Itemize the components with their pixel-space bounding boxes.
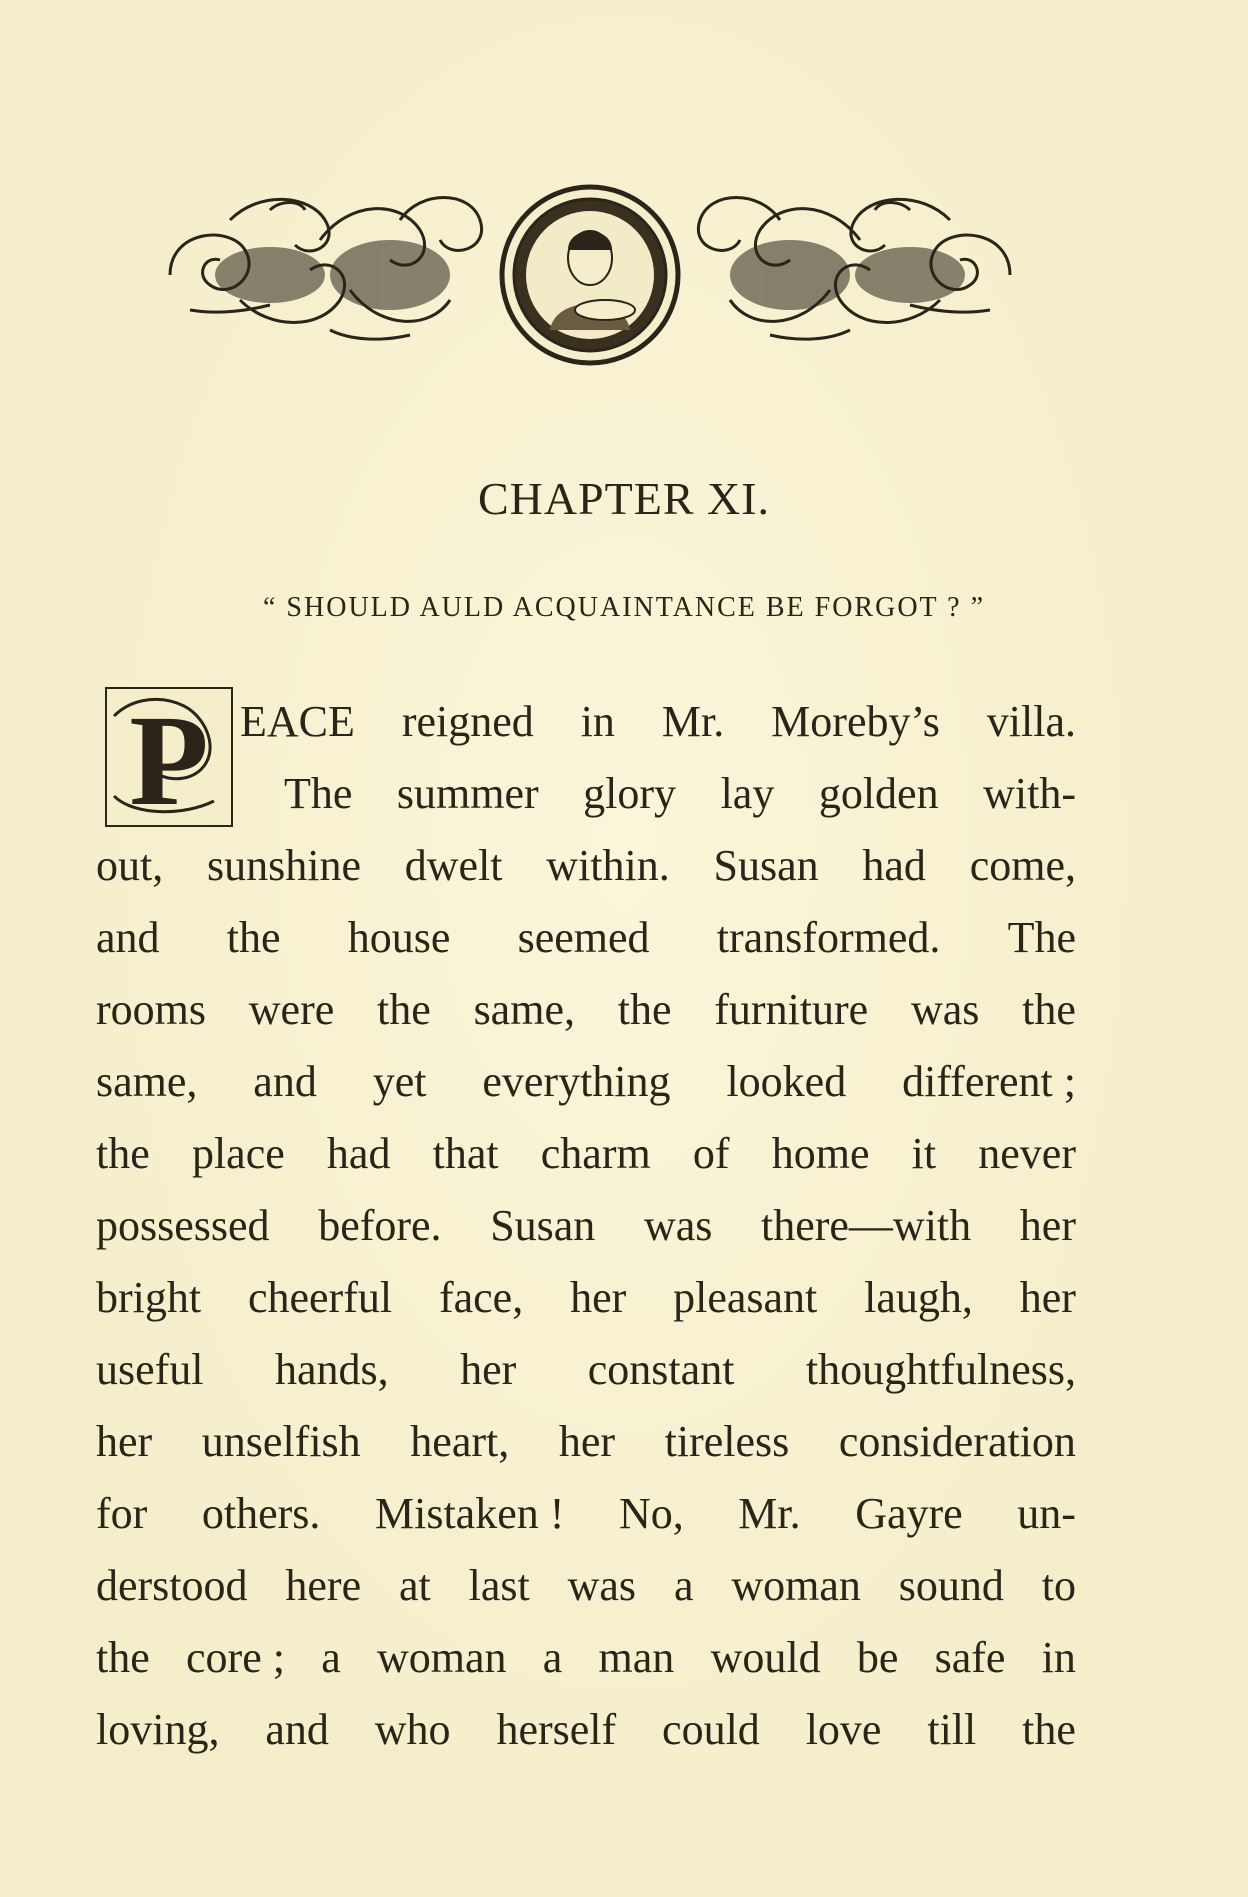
text-word: a xyxy=(321,1633,341,1682)
text-word: a xyxy=(542,1633,563,1682)
text-word: same, xyxy=(96,1057,198,1106)
text-word: could xyxy=(662,1705,760,1754)
text-line xyxy=(96,1124,1076,1184)
text-word: bright xyxy=(96,1273,202,1322)
text-word: EACE xyxy=(240,697,355,746)
text-line xyxy=(96,1340,1076,1400)
text-line xyxy=(96,1052,1076,1112)
text-word: here xyxy=(285,1561,362,1610)
text-word: had xyxy=(862,841,926,890)
text-word: the xyxy=(96,1129,150,1178)
text-word: transformed. xyxy=(716,913,941,962)
text-word: and xyxy=(265,1705,329,1754)
text-word: her xyxy=(460,1345,517,1394)
text-word: would xyxy=(710,1633,821,1682)
text-word: Susan xyxy=(490,1201,596,1250)
text-word: in xyxy=(1041,1633,1076,1682)
text-word: seemed xyxy=(517,913,650,962)
text-word: derstood xyxy=(96,1561,248,1610)
text-word: laugh, xyxy=(864,1273,973,1322)
text-word: her xyxy=(1019,1201,1076,1250)
text-line xyxy=(284,764,1076,824)
text-word: woman xyxy=(376,1633,507,1682)
text-word: rooms xyxy=(96,985,206,1034)
text-word: The xyxy=(1007,913,1076,962)
text-word: never xyxy=(978,1129,1076,1178)
text-word: yet xyxy=(372,1057,427,1106)
text-word: her xyxy=(570,1273,627,1322)
text-line xyxy=(96,1700,1076,1760)
text-word: and xyxy=(96,913,160,962)
text-word: consideration xyxy=(838,1417,1076,1466)
text-line xyxy=(96,1196,1076,1256)
text-word: it xyxy=(911,1129,937,1178)
text-word: her xyxy=(558,1417,616,1466)
drop-cap-letter: P xyxy=(129,689,209,828)
text-line xyxy=(96,1412,1076,1472)
text-word: looked xyxy=(726,1057,847,1106)
text-word: Mr. xyxy=(738,1489,801,1538)
text-line xyxy=(96,836,1076,896)
text-line xyxy=(96,1268,1076,1328)
text-word: home xyxy=(771,1129,870,1178)
text-word: the xyxy=(1022,1705,1076,1754)
text-word: within. xyxy=(546,841,670,890)
text-word: furniture xyxy=(714,985,869,1034)
text-word: golden xyxy=(818,769,939,818)
text-word: a xyxy=(673,1561,694,1610)
text-word: unselfish xyxy=(201,1417,361,1466)
text-word: No, xyxy=(618,1489,684,1538)
text-word: possessed xyxy=(96,1201,270,1250)
text-word: hands, xyxy=(275,1345,389,1394)
text-line xyxy=(96,1484,1076,1544)
text-word: loving, xyxy=(96,1705,220,1754)
text-word: of xyxy=(692,1129,730,1178)
text-word: un- xyxy=(1017,1489,1076,1538)
text-word: villa. xyxy=(986,697,1076,746)
text-word: place xyxy=(191,1129,285,1178)
text-word: constant xyxy=(587,1345,735,1394)
text-word: tireless xyxy=(664,1417,790,1466)
text-word: face, xyxy=(438,1273,524,1322)
text-word: summer xyxy=(396,769,539,818)
text-word: man xyxy=(598,1633,675,1682)
text-word: love xyxy=(805,1705,882,1754)
text-word: was xyxy=(567,1561,637,1610)
text-word: safe xyxy=(934,1633,1006,1682)
text-word: was xyxy=(910,985,980,1034)
text-word: her xyxy=(96,1417,153,1466)
ornamental-headpiece-icon xyxy=(150,180,1030,380)
text-word: to xyxy=(1041,1561,1076,1610)
chapter-subtitle: “ SHOULD AULD ACQUAINTANCE BE FORGOT ? ” xyxy=(263,592,985,623)
text-word: out, xyxy=(96,841,164,890)
text-word: there—with xyxy=(761,1201,972,1250)
text-line xyxy=(96,908,1076,968)
text-word: who xyxy=(374,1705,451,1754)
text-word: before. xyxy=(318,1201,442,1250)
text-word: come, xyxy=(969,841,1076,890)
text-line xyxy=(96,980,1076,1040)
text-word: heart, xyxy=(410,1417,510,1466)
text-word: the xyxy=(96,1633,150,1682)
chapter-title: CHAPTER XI. xyxy=(477,473,771,524)
text-word: and xyxy=(253,1057,317,1106)
text-word: sound xyxy=(898,1561,1004,1610)
text-word: the xyxy=(1022,985,1076,1034)
text-word: for xyxy=(96,1489,148,1538)
text-word: Mr. xyxy=(661,697,725,746)
text-word: the xyxy=(226,913,281,962)
text-word: everything xyxy=(482,1057,671,1106)
text-word: house xyxy=(347,913,451,962)
text-word: the xyxy=(377,985,431,1034)
drop-cap-p-icon xyxy=(104,686,234,828)
text-word: reigned xyxy=(401,697,534,746)
text-word: thoughtfulness, xyxy=(805,1345,1076,1394)
text-word: herself xyxy=(496,1705,617,1754)
text-line xyxy=(96,1556,1076,1616)
text-word: glory xyxy=(583,769,677,818)
text-word: that xyxy=(432,1129,499,1178)
text-word: same, xyxy=(473,985,575,1034)
text-word: in xyxy=(580,697,615,746)
text-word: were xyxy=(248,985,335,1034)
text-word: be xyxy=(856,1633,899,1682)
text-word: different ; xyxy=(902,1057,1076,1106)
text-word: others. xyxy=(201,1489,321,1538)
text-line xyxy=(96,1628,1076,1688)
text-word: Susan xyxy=(713,841,819,890)
text-word: Mistaken ! xyxy=(374,1489,565,1538)
text-word: dwelt xyxy=(404,841,503,890)
text-word: the xyxy=(617,985,672,1034)
text-word: woman xyxy=(731,1561,861,1610)
text-word: last xyxy=(468,1561,530,1610)
text-word: useful xyxy=(96,1345,204,1394)
text-word: had xyxy=(326,1129,391,1178)
text-word: her xyxy=(1019,1273,1076,1322)
text-word: The xyxy=(284,769,353,818)
text-word: core ; xyxy=(186,1633,285,1682)
text-word: lay xyxy=(720,769,775,818)
text-word: Moreby’s xyxy=(771,697,940,746)
text-word: sunshine xyxy=(207,841,361,890)
text-word: till xyxy=(927,1705,977,1754)
text-word: with- xyxy=(983,769,1076,818)
text-word: charm xyxy=(540,1129,651,1178)
text-word: Gayre xyxy=(855,1489,963,1538)
text-word: cheerful xyxy=(247,1273,393,1322)
text-word: was xyxy=(643,1201,713,1250)
text-line xyxy=(240,692,1076,752)
text-word: pleasant xyxy=(673,1273,818,1322)
text-word: at xyxy=(399,1561,431,1610)
